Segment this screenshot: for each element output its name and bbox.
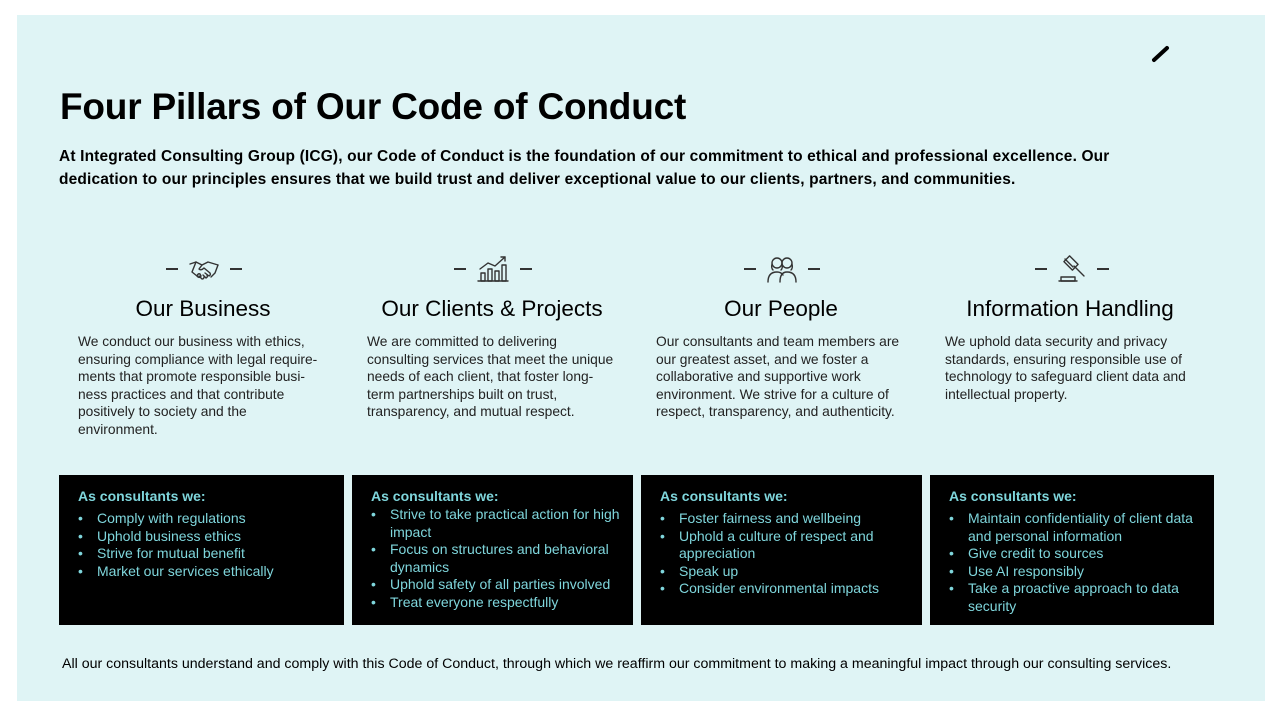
list-item: • Speak up (660, 563, 912, 581)
list-item: • Uphold a culture of respect and appreciation (660, 528, 912, 563)
box-heading: As consultants we: (371, 488, 499, 504)
pillar-icon-row (972, 254, 1172, 284)
pillar-icon-row (682, 254, 882, 284)
intro-paragraph: At Integrated Consulting Group (ICG), our Code of Conduct is the foundation of our commitment to ethical and professional excellence. Our dedication to our principles ensures that we build trust and deliver exceptional value to our clients, partners, and communities. (59, 148, 1110, 188)
list-item: • Uphold safety of all parties involved (371, 576, 623, 594)
list-item: • Foster fairness and wellbeing (660, 510, 912, 528)
pillar-description-business: We conduct our business with ethics, ensuring compliance with legal require-ments that promote responsible busi-ness practices and that contribute positively to society and the environment. (78, 334, 318, 437)
box-heading: As consultants we: (949, 488, 1077, 504)
list-item: • Uphold business ethics (78, 528, 334, 546)
footer-statement: All our consultants understand and comply with this Code of Conduct, through which we reaffirm our commitment to making a meaningful impact through our consulting services. (62, 656, 1172, 672)
pillar-icon-row (104, 254, 304, 284)
growth-chart-icon (476, 254, 510, 284)
list-item: • Give credit to sources (949, 545, 1204, 563)
box-heading: As consultants we: (660, 488, 788, 504)
consultants-box-business (59, 475, 344, 625)
list-item: • Maintain confidentiality of client data and personal information (949, 510, 1204, 545)
pillar-title-information-handling: Information Handling (966, 296, 1174, 321)
pen-icon (1151, 44, 1171, 64)
bullet-list (660, 510, 912, 598)
dash-right (520, 268, 532, 270)
consultants-box-clients-projects (352, 475, 633, 625)
dash-left (166, 268, 178, 270)
list-item: • Strive for mutual benefit (78, 545, 334, 563)
handshake-icon (188, 254, 220, 284)
pillar-icon-row (393, 254, 593, 284)
dash-left (744, 268, 756, 270)
list-item: • Focus on structures and behavioral dynamics (371, 541, 623, 576)
pillar-title-people: Our People (724, 296, 838, 321)
list-item: • Use AI responsibly (949, 563, 1204, 581)
pillar-title-clients-projects: Our Clients & Projects (381, 296, 603, 321)
list-item: • Market our services ethically (78, 563, 334, 581)
list-item: • Comply with regulations (78, 510, 334, 528)
consultants-box-information-handling (930, 475, 1214, 625)
pillar-description-information-handling: We uphold data security and privacy standards, ensuring responsible use of technology to safeguard client data and intellectual property. (945, 334, 1186, 402)
dash-right (230, 268, 242, 270)
dash-left (1035, 268, 1047, 270)
bullet-list (949, 510, 1204, 616)
consultants-box-people (641, 475, 922, 625)
gavel-icon (1057, 254, 1087, 284)
dash-right (808, 268, 820, 270)
page-title: Four Pillars of Our Code of Conduct (60, 86, 687, 127)
dash-right (1097, 268, 1109, 270)
pillar-title-business: Our Business (135, 296, 271, 321)
list-item: • Take a proactive approach to data security (949, 580, 1204, 615)
list-item: • Strive to take practical action for high impact (371, 506, 623, 541)
pillar-description-people: Our consultants and team members are our greatest asset, and we foster a collaborative and supportive work environment. We strive for a culture of respect, transparency, and authenticity. (656, 334, 900, 420)
bullet-list (78, 510, 334, 580)
bullet-list (371, 506, 623, 612)
box-heading: As consultants we: (78, 488, 206, 504)
list-item: • Treat everyone respectfully (371, 594, 623, 612)
list-item: • Consider environmental impacts (660, 580, 912, 598)
pillar-description-clients-projects: We are committed to delivering consulting services that meet the unique needs of each client, that foster long-term partnerships built on trust, transparency, and mutual respect. (367, 334, 614, 420)
dash-left (454, 268, 466, 270)
people-icon (766, 254, 798, 284)
